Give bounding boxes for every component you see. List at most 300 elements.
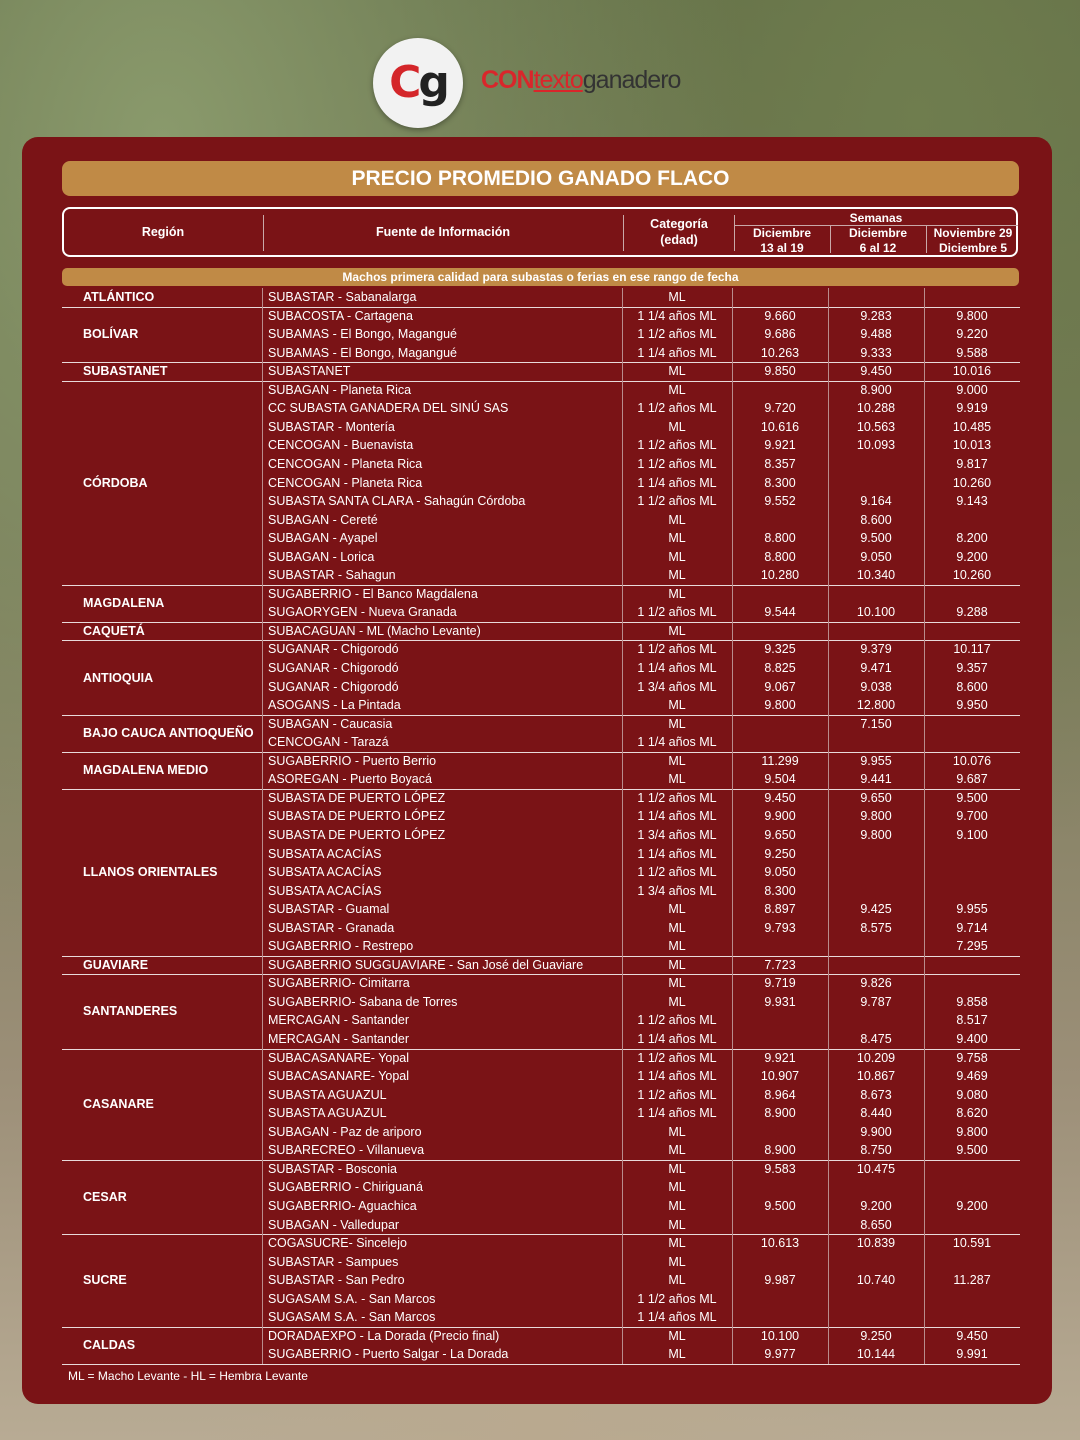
fuente-cell: SUGANAR - Chigorodó [268, 679, 399, 694]
categoria-cell: 1 1/2 años ML [637, 1050, 717, 1065]
week3-value: 9.469 [956, 1069, 988, 1084]
week1-value: 8.800 [764, 549, 796, 564]
week3-value: 9.588 [956, 345, 988, 360]
table-row [22, 1123, 1052, 1142]
week3-value: 10.591 [952, 1236, 992, 1251]
week2-value: 10.340 [856, 568, 896, 583]
week2-value: 8.750 [860, 1143, 892, 1158]
week2-value: 8.900 [860, 382, 892, 397]
categoria-cell: ML [668, 957, 686, 972]
week3-value: 9.800 [956, 1124, 988, 1139]
header-week-3: Noviembre 29 Diciembre 5 [933, 226, 1013, 255]
table-row [22, 418, 1052, 437]
region-label: GUAVIARE [83, 958, 149, 973]
categoria-cell: ML [668, 1161, 686, 1176]
table-row [22, 1290, 1052, 1309]
fuente-cell: CENCOGAN - Planeta Rica [268, 475, 423, 490]
region-label: BOLÍVAR [83, 327, 139, 342]
section-heading: Machos primera calidad para subastas o ferias en ese rango de fecha [62, 268, 1019, 286]
week1-value: 9.850 [764, 364, 796, 379]
week2-value: 10.288 [856, 401, 896, 416]
fuente-cell: SUBAGAN - Cereté [268, 512, 378, 527]
table-row [22, 492, 1052, 511]
fuente-cell: SUGABERRIO- Aguachica [268, 1198, 417, 1213]
week2-value: 9.333 [860, 345, 892, 360]
week2-value: 9.800 [860, 827, 892, 842]
fuente-cell: SUGABERRIO- Sabana de Torres [268, 994, 458, 1009]
fuente-cell: SUBAGAN - Lorica [268, 549, 375, 564]
week1-value: 9.921 [764, 438, 796, 453]
table-row [22, 1253, 1052, 1272]
week2-value: 9.955 [860, 753, 892, 768]
week1-value: 9.050 [764, 865, 796, 880]
week1-value: 9.250 [764, 846, 796, 861]
categoria-cell: 1 1/4 años ML [637, 1069, 717, 1084]
categoria-cell: 1 1/4 años ML [637, 846, 717, 861]
categoria-cell: 1 1/4 años ML [637, 735, 717, 750]
week1-value: 9.552 [764, 494, 796, 509]
table-row [22, 1141, 1052, 1160]
region-label: MAGDALENA MEDIO [83, 763, 209, 778]
brand-header [0, 38, 1080, 130]
fuente-cell: SUGABERRIO - Puerto Salgar - La Dorada [268, 1347, 509, 1362]
fuente-cell: CENCOGAN - Buenavista [268, 438, 414, 453]
categoria-cell: 1 1/4 años ML [637, 475, 717, 490]
week3-value: 9.143 [956, 494, 988, 509]
week2-value: 10.475 [856, 1161, 896, 1176]
week1-value: 9.067 [764, 679, 796, 694]
table-row [22, 603, 1052, 622]
week3-value: 11.287 [953, 1273, 991, 1288]
table-row [22, 1030, 1052, 1049]
week1-value: 9.977 [764, 1347, 796, 1362]
fuente-cell: SUBSATA ACACÍAS [268, 865, 382, 880]
categoria-cell: ML [668, 1273, 686, 1288]
column-divider [732, 288, 733, 1364]
fuente-cell: SUBAMAS - El Bongo, Magangué [268, 345, 457, 360]
week2-value: 9.250 [860, 1328, 892, 1343]
categoria-cell: ML [668, 1254, 686, 1269]
categoria-cell: ML [668, 753, 686, 768]
header-categoria: Categoría (edad) [650, 217, 708, 247]
region-label: SUCRE [83, 1273, 127, 1288]
fuente-cell: SUBASTA DE PUERTO LÓPEZ [268, 827, 446, 842]
table-row [22, 1160, 1052, 1179]
week2-value: 10.209 [856, 1050, 896, 1065]
table-row [22, 1234, 1052, 1253]
week3-value: 9.450 [956, 1328, 988, 1343]
week3-value: 10.013 [952, 438, 992, 453]
table-row [22, 826, 1052, 845]
week1-value: 9.900 [764, 809, 796, 824]
week1-value: 9.719 [764, 976, 796, 991]
table-row [22, 919, 1052, 938]
week2-value: 12.800 [856, 698, 896, 713]
categoria-cell: 1 1/4 años ML [637, 345, 717, 360]
week2-value: 9.050 [860, 549, 892, 564]
column-divider [828, 288, 829, 1364]
fuente-cell: SUGANAR - Chigorodó [268, 661, 399, 675]
table-row [22, 696, 1052, 715]
fuente-cell: SUBASTA AGUAZUL [268, 1106, 387, 1121]
categoria-cell: ML [668, 902, 686, 917]
week1-value: 10.907 [760, 1069, 800, 1084]
fuente-cell: SUBACASANARE- Yopal [268, 1050, 410, 1065]
region-label: CAQUETÁ [83, 624, 145, 639]
table-row [22, 362, 1052, 381]
table-row [22, 455, 1052, 474]
categoria-cell: 1 1/2 años ML [637, 1291, 717, 1306]
fuente-cell: ASOGANS - La Pintada [268, 698, 401, 713]
table-row [22, 548, 1052, 567]
week1-value: 8.800 [764, 531, 796, 546]
table-row [22, 640, 1052, 659]
week2-value: 8.575 [860, 920, 892, 935]
fuente-cell: SUBAGAN - Valledupar [268, 1217, 400, 1232]
table-row [22, 511, 1052, 530]
table-row [22, 1178, 1052, 1197]
categoria-cell: 1 1/4 años ML [637, 1032, 717, 1046]
column-divider [924, 288, 925, 1364]
week2-value: 9.441 [860, 772, 892, 787]
week1-value: 10.263 [760, 345, 800, 360]
week3-value: 8.517 [956, 1013, 988, 1028]
table-row [22, 1327, 1052, 1346]
fuente-cell: SUGABERRIO SUGGUAVIARE - San José del Guaviare [268, 957, 584, 972]
region-label: CALDAS [83, 1338, 136, 1353]
week1-value: 8.825 [764, 661, 796, 675]
week3-value: 8.620 [956, 1106, 988, 1121]
fuente-cell: SUBASTANET [268, 364, 351, 379]
column-divider [622, 288, 623, 1364]
fuente-cell: SUBASTA SANTA CLARA - Sahagún Córdoba [268, 494, 526, 509]
week3-value: 9.100 [956, 827, 988, 842]
categoria-cell: ML [668, 512, 686, 527]
fuente-cell: SUBASTAR - San Pedro [268, 1273, 405, 1288]
fuente-cell: CC SUBASTA GANADERA DEL SINÚ SAS [268, 401, 509, 416]
region-label: CESAR [83, 1189, 127, 1204]
footnote: ML = Macho Levante - HL = Hembra Levante [68, 1369, 308, 1383]
week3-value: 9.687 [956, 772, 988, 787]
fuente-cell: SUGAORYGEN - Nueva Granada [268, 605, 457, 620]
categoria-cell: 1 1/2 años ML [637, 456, 717, 471]
week3-value: 10.016 [952, 364, 992, 379]
week3-value: 9.991 [956, 1347, 988, 1362]
table-row [22, 436, 1052, 455]
fuente-cell: SUGABERRIO - Puerto Berrio [268, 753, 437, 768]
fuente-cell: ASOREGAN - Puerto Boyacá [268, 772, 432, 787]
week2-value: 8.600 [860, 512, 892, 527]
week2-value: 9.200 [860, 1198, 892, 1213]
categoria-cell: ML [668, 1143, 686, 1158]
week2-value: 9.471 [860, 661, 892, 675]
week3-value: 9.500 [956, 1143, 988, 1158]
week1-value: 9.660 [764, 308, 796, 323]
table-row [22, 678, 1052, 697]
fuente-cell: SUBACASANARE- Yopal [268, 1069, 410, 1084]
table-row [22, 956, 1052, 975]
fuente-cell: CENCOGAN - Planeta Rica [268, 456, 423, 471]
price-panel [22, 137, 1052, 1404]
week3-value: 9.758 [956, 1050, 988, 1065]
categoria-cell: 1 1/4 años ML [637, 1310, 717, 1325]
fuente-cell: SUBACOSTA - Cartagena [268, 308, 413, 323]
categoria-cell: ML [668, 419, 686, 434]
week1-value: 9.450 [764, 790, 796, 805]
week2-value: 9.038 [860, 679, 892, 694]
week3-value: 9.858 [956, 994, 988, 1009]
fuente-cell: SUBASTAR - Granada [268, 920, 395, 935]
table-row [22, 937, 1052, 956]
logo-letters: Cg [389, 57, 447, 108]
week3-value: 10.485 [952, 419, 992, 434]
region-label: ANTIOQUIA [83, 670, 154, 685]
brand-name: CONtextoganadero [481, 66, 681, 94]
week3-value: 9.200 [956, 549, 988, 564]
week3-value: 9.200 [956, 1198, 988, 1213]
categoria-cell: 1 1/4 años ML [637, 308, 717, 323]
categoria-cell: 1 1/4 años ML [637, 1106, 717, 1121]
week1-value: 8.300 [764, 475, 796, 490]
week2-value: 9.379 [860, 642, 892, 657]
table-row [22, 399, 1052, 418]
categoria-cell: ML [668, 364, 686, 379]
table-row [22, 1271, 1052, 1290]
categoria-cell: ML [668, 1217, 686, 1232]
week1-value: 8.300 [764, 883, 796, 898]
week2-value: 9.787 [860, 994, 892, 1009]
fuente-cell: CENCOGAN - Tarazá [268, 735, 389, 750]
week1-value: 10.616 [760, 419, 800, 434]
region-label: SUBASTANET [83, 364, 168, 379]
categoria-cell: ML [668, 568, 686, 583]
week3-value: 8.600 [956, 679, 988, 694]
categoria-cell: ML [668, 1180, 686, 1195]
week1-value: 9.800 [764, 698, 796, 713]
categoria-cell: 1 1/4 años ML [637, 661, 717, 675]
categoria-cell: 1 1/2 años ML [637, 642, 717, 657]
categoria-cell: 1 1/2 años ML [637, 401, 717, 416]
fuente-cell: SUBASTAR - Guamal [268, 902, 390, 917]
table-row [22, 882, 1052, 901]
week3-value: 9.220 [956, 327, 988, 342]
categoria-cell: 1 1/2 años ML [637, 1087, 717, 1102]
table-row [22, 474, 1052, 493]
week3-value: 9.500 [956, 790, 988, 805]
categoria-cell: 1 1/2 años ML [637, 327, 717, 342]
week2-value: 9.450 [860, 364, 892, 379]
categoria-cell: ML [668, 623, 686, 638]
table-row [22, 585, 1052, 604]
fuente-cell: SUBASTA AGUAZUL [268, 1087, 387, 1102]
week1-value: 9.325 [764, 642, 796, 657]
categoria-cell: ML [668, 531, 686, 546]
fuente-cell: MERCAGAN - Santander [268, 1032, 410, 1046]
week2-value: 8.650 [860, 1217, 892, 1232]
categoria-cell: 1 1/2 años ML [637, 438, 717, 453]
header-week-1: Diciembre 13 al 19 [752, 226, 812, 255]
categoria-cell: ML [668, 716, 686, 731]
categoria-cell: ML [668, 549, 686, 564]
region-label: CÓRDOBA [83, 475, 148, 490]
column-divider [262, 288, 263, 1364]
week3-value: 9.817 [956, 456, 988, 471]
header-semanas: Semanas [849, 211, 903, 225]
week2-value: 10.740 [856, 1273, 896, 1288]
week1-value: 9.650 [764, 827, 796, 842]
fuente-cell: SUBASTA DE PUERTO LÓPEZ [268, 790, 446, 805]
week3-value: 9.080 [956, 1087, 988, 1102]
week2-value: 9.800 [860, 809, 892, 824]
region-label: MAGDALENA [83, 596, 165, 611]
week3-value: 9.800 [956, 308, 988, 323]
categoria-cell: ML [668, 290, 686, 304]
categoria-cell: 1 3/4 años ML [637, 679, 717, 694]
week3-value: 9.714 [956, 920, 988, 935]
week1-value: 8.900 [764, 1143, 796, 1158]
categoria-cell: 1 3/4 años ML [637, 883, 717, 898]
header-region: Región [141, 225, 185, 239]
week1-value: 9.544 [764, 605, 796, 620]
fuente-cell: SUGABERRIO - Restrepo [268, 939, 414, 954]
week3-value: 8.200 [956, 531, 988, 546]
week3-value: 9.700 [956, 809, 988, 824]
table-row [22, 1086, 1052, 1105]
fuente-cell: SUBAGAN - Caucasia [268, 716, 393, 731]
table-row [22, 1308, 1052, 1327]
week1-value: 8.900 [764, 1106, 796, 1121]
fuente-cell: SUBASTAR - Sahagun [268, 568, 396, 583]
table-row [22, 307, 1052, 326]
categoria-cell: 1 1/2 años ML [637, 605, 717, 620]
region-label: SANTANDERES [83, 1004, 178, 1019]
week1-value: 9.504 [764, 772, 796, 787]
week1-value: 9.720 [764, 401, 796, 416]
week2-value: 9.488 [860, 327, 892, 342]
table-row [22, 1216, 1052, 1235]
fuente-cell: SUBACAGUAN - ML (Macho Levante) [268, 623, 481, 638]
week2-value: 8.440 [860, 1106, 892, 1121]
region-label: ATLÁNTICO [83, 290, 155, 305]
week1-value: 9.793 [764, 920, 796, 935]
week2-value: 9.826 [860, 976, 892, 991]
table-row [22, 566, 1052, 585]
region-label: CASANARE [83, 1097, 154, 1112]
week1-value: 7.723 [764, 957, 796, 972]
table-row [22, 900, 1052, 919]
categoria-cell: ML [668, 1328, 686, 1343]
categoria-cell: ML [668, 1124, 686, 1139]
week1-value: 11.299 [761, 753, 799, 768]
table-row [22, 622, 1052, 641]
categoria-cell: ML [668, 1198, 686, 1213]
week2-value: 10.839 [856, 1236, 896, 1251]
categoria-cell: 1 1/4 años ML [637, 809, 717, 824]
week3-value: 10.260 [952, 475, 992, 490]
price-table [22, 137, 1052, 1404]
week2-value: 9.500 [860, 531, 892, 546]
categoria-cell: ML [668, 382, 686, 397]
week1-value: 9.987 [764, 1273, 796, 1288]
fuente-cell: SUGABERRIO - Chiriguaná [268, 1180, 423, 1195]
week1-value: 10.100 [760, 1328, 800, 1343]
fuente-cell: SUBAMAS - El Bongo, Magangué [268, 327, 457, 342]
week2-value: 10.100 [856, 605, 896, 620]
table-row [22, 1197, 1052, 1216]
table-row [22, 1345, 1052, 1364]
fuente-cell: SUBAGAN - Planeta Rica [268, 382, 412, 397]
categoria-cell: ML [668, 772, 686, 787]
week3-value: 9.919 [956, 401, 988, 416]
categoria-cell: ML [668, 939, 686, 954]
table-row [22, 344, 1052, 363]
week3-value: 10.076 [952, 753, 992, 768]
fuente-cell: SUBSATA ACACÍAS [268, 846, 382, 861]
group-divider [62, 1364, 1020, 1365]
week2-value: 10.093 [856, 438, 896, 453]
week3-value: 9.955 [956, 902, 988, 917]
week2-value: 8.475 [860, 1032, 892, 1046]
week2-value: 10.144 [856, 1347, 896, 1362]
fuente-cell: SUBASTAR - Sampues [268, 1254, 399, 1269]
week2-value: 10.563 [856, 419, 896, 434]
fuente-cell: SUBASTAR - Bosconia [268, 1161, 397, 1176]
categoria-cell: ML [668, 698, 686, 713]
categoria-cell: ML [668, 976, 686, 991]
page-title: PRECIO PROMEDIO GANADO FLACO [62, 161, 1019, 196]
fuente-cell: DORADAEXPO - La Dorada (Precio final) [268, 1328, 500, 1343]
table-row [22, 288, 1052, 307]
fuente-cell: SUBSATA ACACÍAS [268, 883, 382, 898]
week3-value: 7.295 [956, 939, 988, 954]
week2-value: 10.867 [856, 1069, 896, 1084]
categoria-cell: 1 1/2 años ML [637, 494, 717, 509]
week1-value: 8.897 [764, 902, 796, 917]
week3-value: 9.400 [956, 1032, 988, 1046]
table-row [22, 1104, 1052, 1123]
week1-value: 10.280 [760, 568, 800, 583]
week1-value: 9.500 [764, 1198, 796, 1213]
fuente-cell: SUGASAM S.A. - San Marcos [268, 1310, 436, 1325]
week2-value: 9.164 [860, 494, 892, 509]
week1-value: 9.921 [764, 1050, 796, 1065]
week3-value: 10.117 [953, 642, 991, 657]
categoria-cell: ML [668, 586, 686, 601]
fuente-cell: SUBASTAR - Sabanalarga [268, 290, 417, 304]
table-row [22, 845, 1052, 864]
week2-value: 7.150 [860, 716, 892, 731]
header-fuente: Fuente de Información [375, 225, 511, 239]
table-row [22, 659, 1052, 678]
categoria-cell: ML [668, 920, 686, 935]
week1-value: 9.931 [764, 994, 796, 1009]
week3-value: 9.357 [956, 661, 988, 675]
region-label: BAJO CAUCA ANTIOQUEÑO [83, 726, 254, 741]
header-week-2: Diciembre 6 al 12 [848, 226, 908, 255]
categoria-cell: ML [668, 1347, 686, 1362]
fuente-cell: SUBAGAN - Paz de ariporo [268, 1124, 422, 1139]
fuente-cell: SUGABERRIO - El Banco Magdalena [268, 586, 478, 601]
categoria-cell: 1 1/2 años ML [637, 1013, 717, 1028]
week2-value: 9.425 [860, 902, 892, 917]
table-row [22, 1067, 1052, 1086]
fuente-cell: SUBAGAN - Ayapel [268, 531, 378, 546]
brand-logo-icon [373, 38, 463, 128]
fuente-cell: SUGASAM S.A. - San Marcos [268, 1291, 436, 1306]
fuente-cell: SUBARECREO - Villanueva [268, 1143, 425, 1158]
region-label: LLANOS ORIENTALES [83, 865, 218, 880]
categoria-cell: ML [668, 1236, 686, 1251]
